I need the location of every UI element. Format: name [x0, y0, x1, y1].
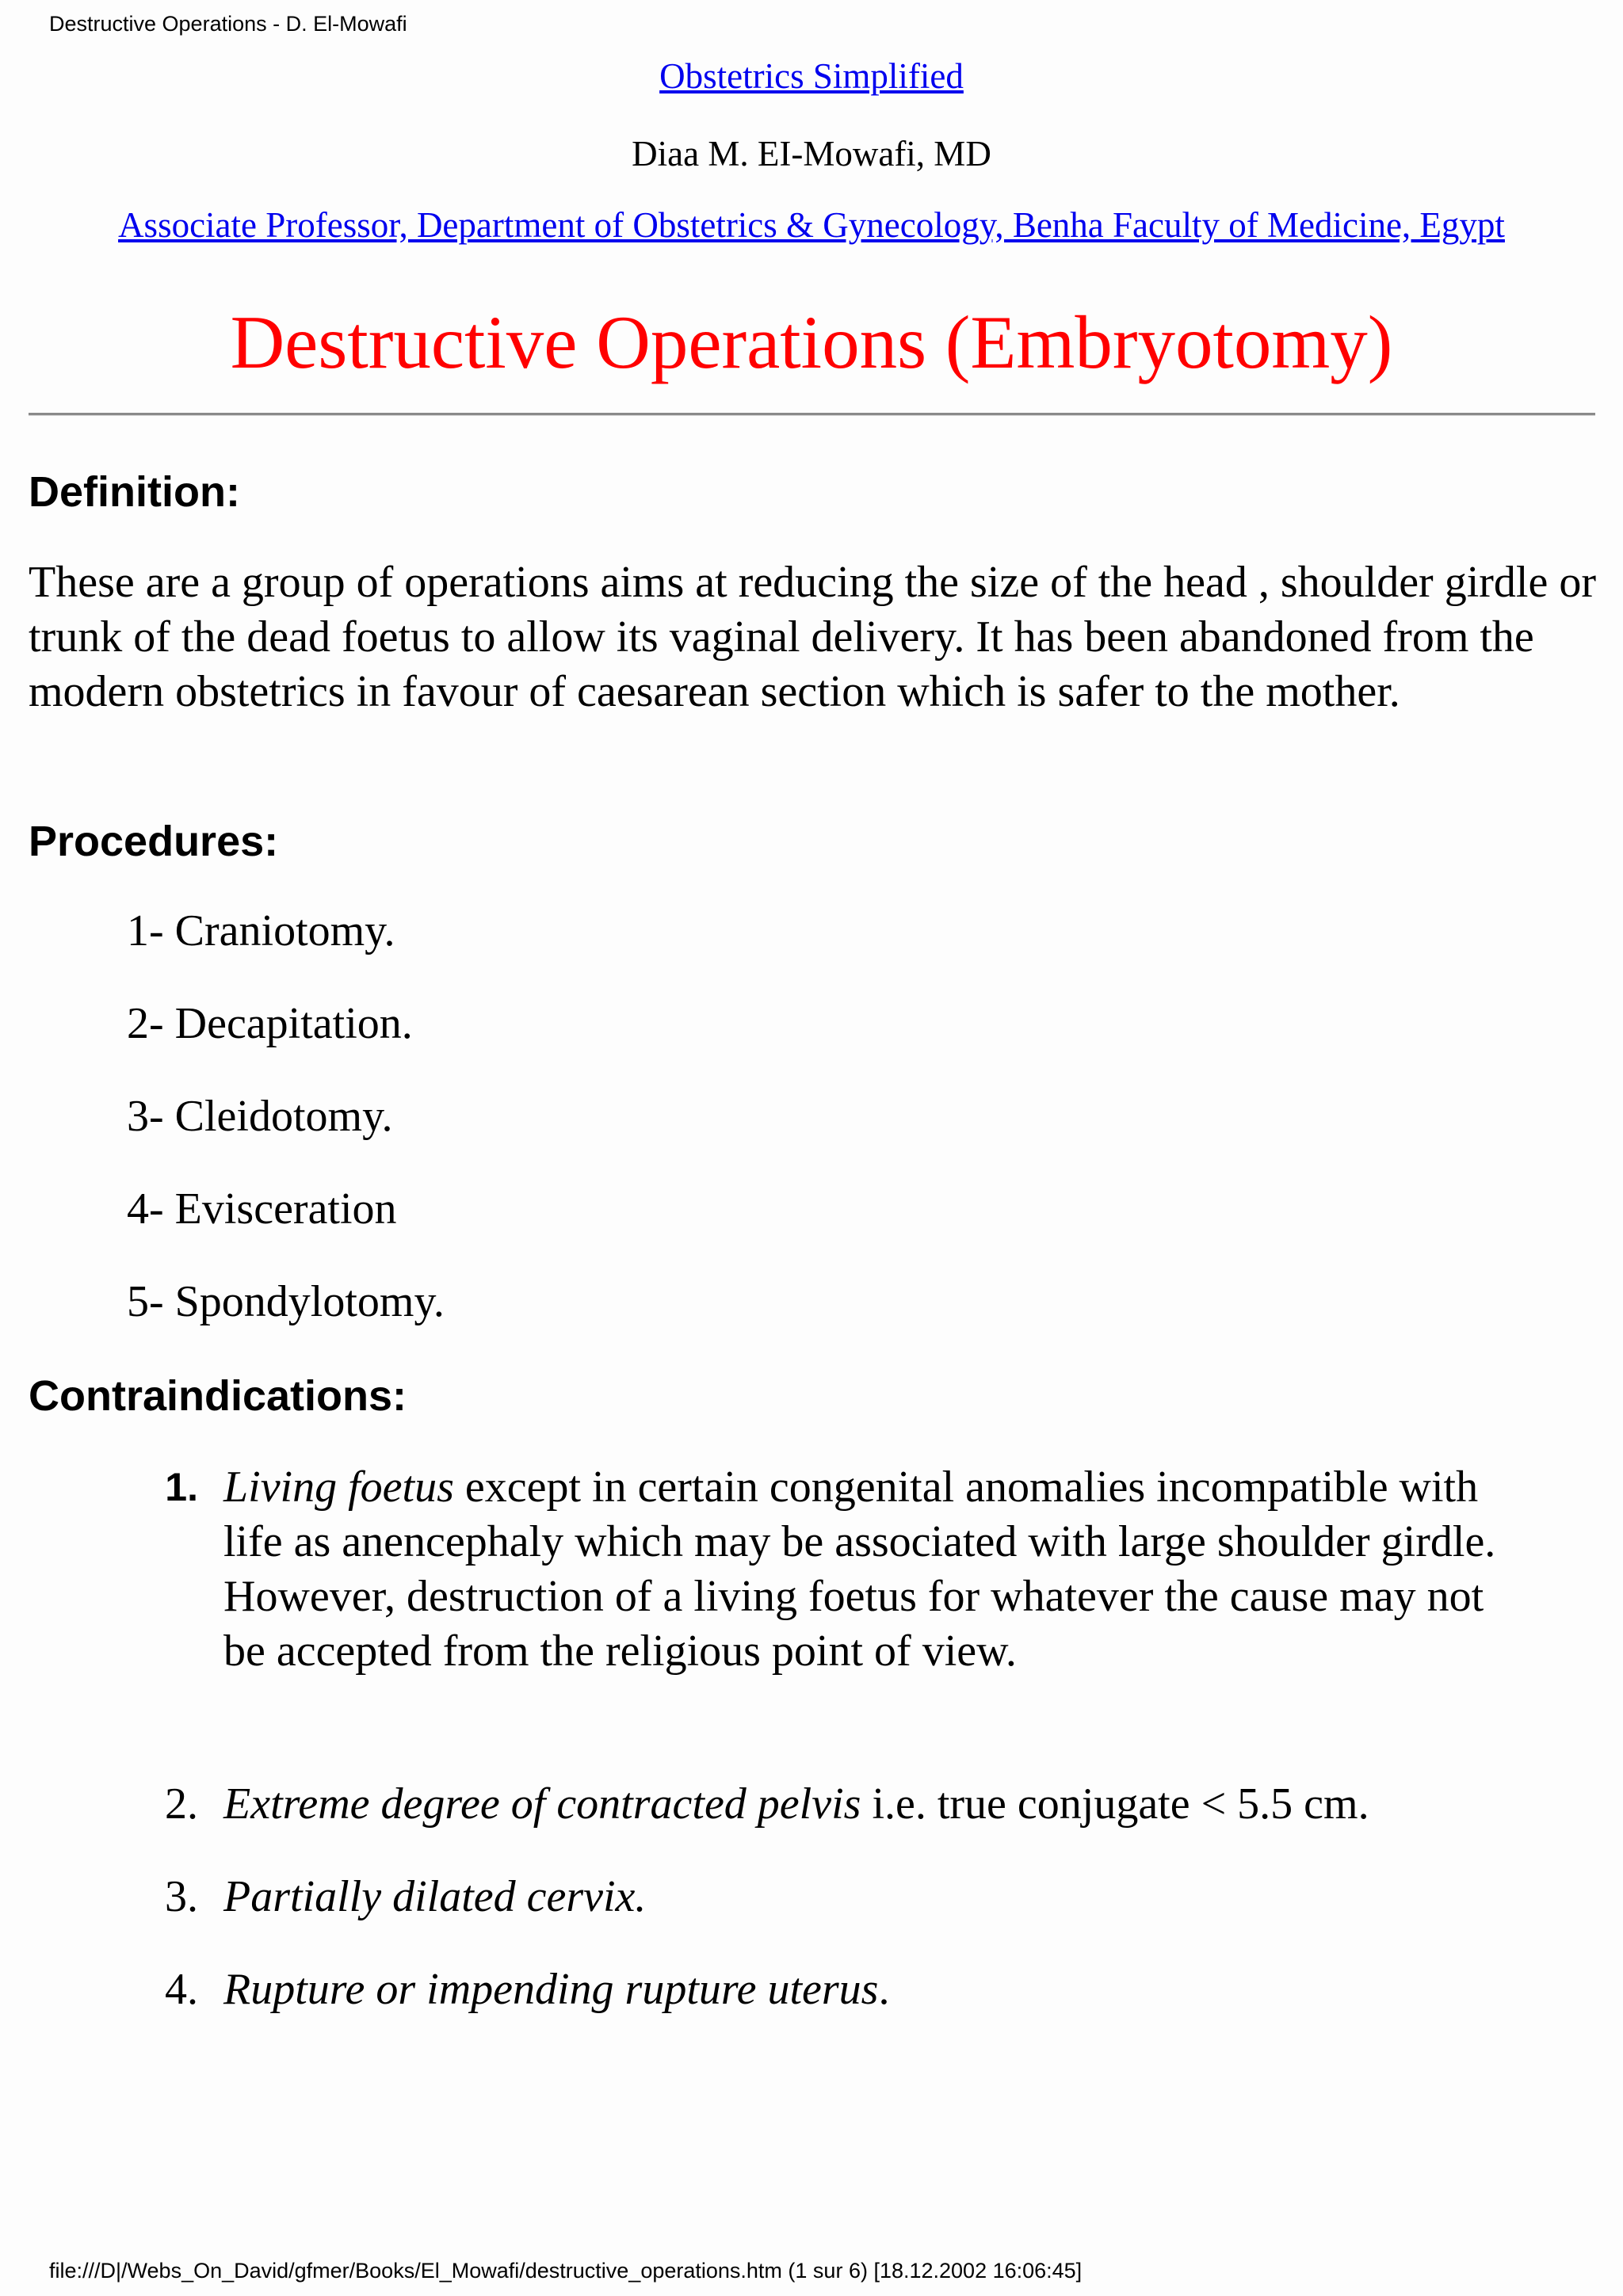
contraindication-detail: .: [878, 1965, 890, 2014]
affiliation-container: [0, 201, 1623, 249]
contraindication-item: [0, 1460, 1623, 1777]
print-header: Destructive Operations - D. El-Mowafi: [49, 12, 407, 36]
contraindication-item: [0, 1962, 1623, 2055]
list-number: 2.: [165, 1779, 198, 1829]
procedures-heading: Procedures:: [29, 818, 279, 865]
contraindication-term: Living foetus: [223, 1463, 454, 1512]
author-name: Diaa M. EI-Mowafi, MD: [632, 134, 991, 174]
procedures-list: [127, 903, 445, 1367]
contraindication-term: Extreme degree of contracted pelvis: [223, 1779, 861, 1829]
procedure-item: 3- Cleidotomy.: [127, 1092, 393, 1141]
horizontal-divider: [29, 413, 1595, 416]
book-link-container: [0, 52, 1623, 100]
procedure-item: 4- Evisceration: [127, 1184, 397, 1234]
page-title: Destructive Operations (Embryotomy): [230, 300, 1393, 384]
procedure-item: 1- Craniotomy.: [127, 906, 395, 955]
contraindication-term: Partially dilated cervix.: [223, 1872, 647, 1921]
affiliation-link[interactable]: Associate Professor, Department of Obstetrics & Gynecology, Benha Faculty of Medicine, Egypt: [118, 205, 1505, 245]
definition-text: These are a group of operations aims at reducing the size of the head , shoulder girdle or trunk of the dead foetus to allow its vaginal delivery. It has been abandoned from the modern obstetrics in favour of caesarean section which is safer to the mother.: [29, 558, 1596, 716]
book-link[interactable]: Obstetrics Simplified: [659, 56, 964, 96]
list-number: 4.: [165, 1965, 198, 2014]
contraindication-text: [223, 1777, 1507, 1832]
contraindication-term: Rupture or impending rupture uterus: [223, 1965, 879, 2014]
print-footer: file:///D|/Webs_On_David/gfmer/Books/El_Mowafi/destructive_operations.htm (1 sur 6) [18.12.2002 16:06:45]: [49, 2259, 1083, 2283]
list-number: 3.: [165, 1872, 198, 1921]
contraindication-item: [0, 1870, 1623, 1962]
contraindication-text: [223, 1460, 1507, 1679]
contraindication-detail: i.e. true conjugate < 5.5 cm.: [861, 1779, 1369, 1829]
list-number: 1.: [165, 1465, 198, 1509]
contraindications-list: [0, 1460, 1623, 2055]
definition-heading: Definition:: [29, 468, 240, 516]
contraindication-text: [223, 1870, 1507, 1924]
contraindications-heading: Contraindications:: [29, 1372, 407, 1420]
contraindication-text: [223, 1962, 1507, 2017]
contraindication-detail: except in certain congenital anomalies incompatible with life as anencephaly which may be associated with large shoulder girdle. However, destruction of a living foetus for whatever the cause may not be accepted from the religious point of view.: [223, 1463, 1496, 1676]
procedure-item: 5- Spondylotomy.: [127, 1277, 445, 1326]
procedure-item: 2- Decapitation.: [127, 999, 413, 1048]
contraindication-item: [0, 1777, 1623, 1870]
